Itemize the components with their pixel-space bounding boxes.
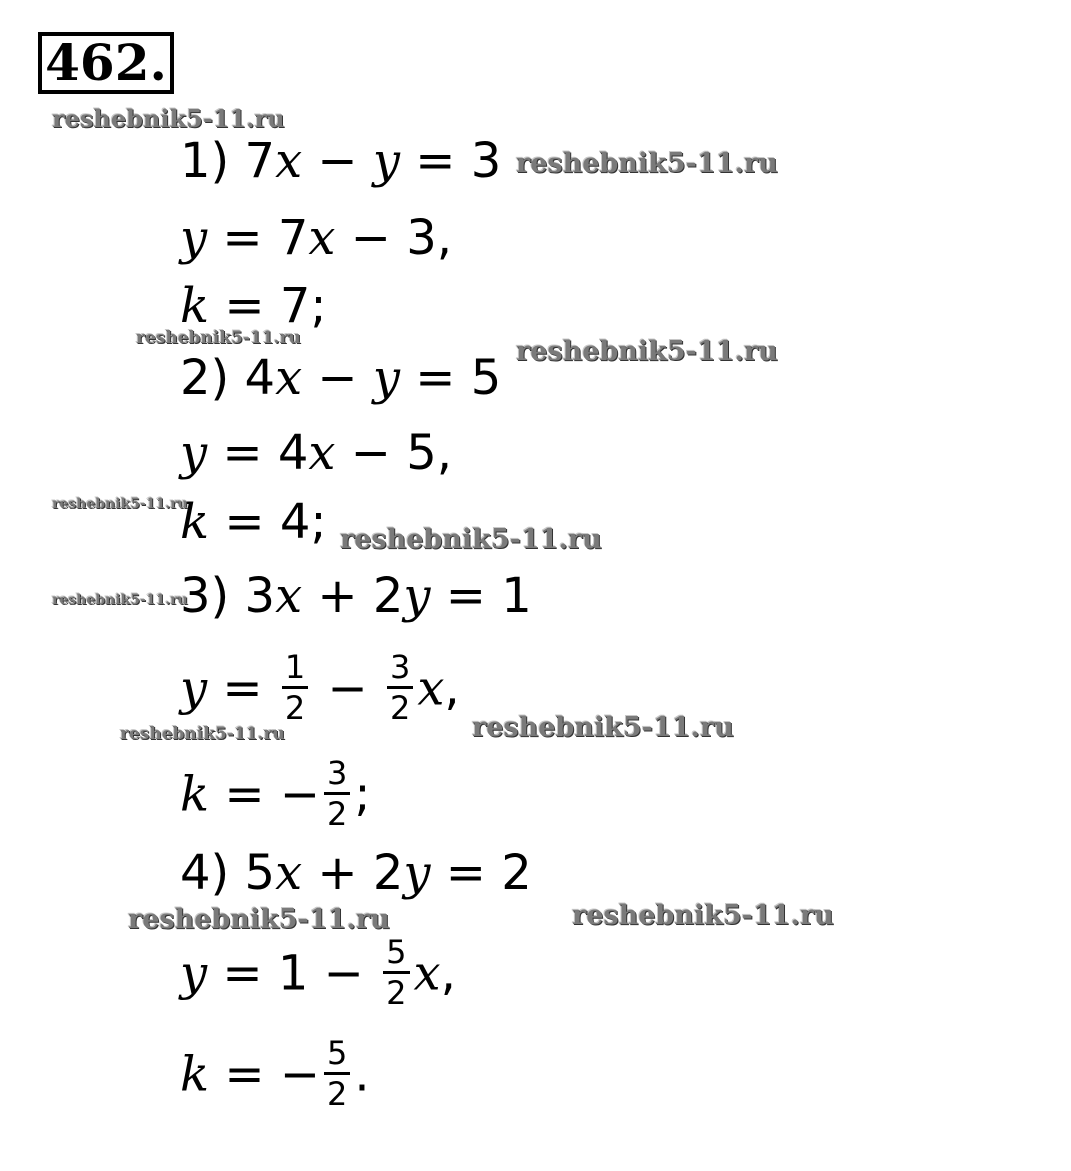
variable: k <box>180 766 210 823</box>
equation-line-9 <box>180 754 371 837</box>
equation-line-4 <box>180 350 501 406</box>
fraction-denominator: 2 <box>284 689 306 727</box>
equation-line-7 <box>180 568 532 624</box>
equation-line-8 <box>180 648 460 731</box>
variable: x <box>308 425 336 481</box>
variable: x <box>417 660 445 717</box>
fraction-numerator: 3 <box>389 648 411 686</box>
operator: − <box>312 660 383 717</box>
watermark: reshebnik5-11.ru <box>52 592 188 608</box>
equation-line-3 <box>180 278 327 334</box>
watermark: reshebnik5-11.ru <box>340 524 602 555</box>
expression-rest: ; <box>354 766 371 823</box>
operator: + 2 <box>302 568 404 624</box>
watermark: reshebnik5-11.ru <box>52 104 285 133</box>
watermark: reshebnik5-11.ru <box>572 900 834 931</box>
operator: = <box>207 660 278 717</box>
operator: − <box>302 350 373 406</box>
variable: y <box>403 845 431 901</box>
variable: k <box>180 278 210 334</box>
variable: y <box>180 945 208 1002</box>
variable: y <box>180 660 208 717</box>
item-label: 2) 4 <box>180 350 276 406</box>
variable: k <box>180 494 210 550</box>
expression-rest: = 7; <box>209 278 327 334</box>
fraction-denominator: 2 <box>327 795 348 833</box>
fraction-numerator: 1 <box>284 648 306 686</box>
variable: k <box>180 1046 210 1103</box>
equation-line-11 <box>180 933 456 1016</box>
expression-rest: . <box>354 1046 370 1103</box>
equation-line-6 <box>180 494 327 550</box>
variable: x <box>275 133 303 189</box>
operator: + 2 <box>302 845 404 901</box>
expression-rest: − 5, <box>335 425 453 481</box>
problem-number: 462. <box>38 32 174 94</box>
variable: x <box>275 568 303 624</box>
expression-rest: − 3, <box>335 210 453 266</box>
variable: x <box>308 210 336 266</box>
fraction <box>282 648 308 727</box>
equation-line-10 <box>180 845 532 901</box>
item-label: 3) 3 <box>180 568 276 624</box>
expression-rest: = 1 <box>430 568 532 624</box>
variable: y <box>180 425 208 481</box>
variable: x <box>275 350 303 406</box>
operator: = − <box>209 766 321 823</box>
equation-line-5 <box>180 425 452 481</box>
equation-line-12 <box>180 1034 370 1117</box>
item-label: 4) 5 <box>180 845 276 901</box>
variable: x <box>413 945 441 1002</box>
variable: y <box>180 210 208 266</box>
fraction <box>387 648 413 727</box>
operator: = − <box>209 1046 321 1103</box>
variable: y <box>372 133 400 189</box>
variable: y <box>403 568 431 624</box>
watermark: reshebnik5-11.ru <box>472 712 734 743</box>
fraction-numerator: 3 <box>327 754 348 792</box>
equation-line-1 <box>180 133 501 189</box>
watermark: reshebnik5-11.ru <box>128 904 390 935</box>
operator: = 7 <box>207 210 309 266</box>
watermark: reshebnik5-11.ru <box>136 328 301 348</box>
fraction-denominator: 2 <box>386 974 407 1012</box>
expression-rest: = 2 <box>430 845 532 901</box>
operator: − <box>302 133 373 189</box>
watermark: reshebnik5-11.ru <box>52 496 188 512</box>
expression-rest: = 4; <box>209 494 327 550</box>
watermark: reshebnik5-11.ru <box>120 724 285 744</box>
expression-rest: = 3 <box>400 133 502 189</box>
fraction <box>383 933 409 1012</box>
variable: y <box>372 350 400 406</box>
fraction-numerator: 5 <box>386 933 407 971</box>
item-label: 1) 7 <box>180 133 276 189</box>
expression-rest: , <box>444 660 460 717</box>
expression-rest: , <box>440 945 456 1002</box>
fraction-denominator: 2 <box>389 689 411 727</box>
variable: x <box>275 845 303 901</box>
watermark: reshebnik5-11.ru <box>516 336 778 367</box>
fraction-numerator: 5 <box>327 1034 348 1072</box>
expression-rest: = 5 <box>400 350 502 406</box>
fraction-denominator: 2 <box>327 1075 348 1113</box>
watermark: reshebnik5-11.ru <box>516 148 778 179</box>
fraction <box>324 1034 350 1113</box>
equation-line-2 <box>180 210 452 266</box>
operator: = 4 <box>207 425 309 481</box>
operator: = 1 − <box>207 945 380 1002</box>
fraction <box>324 754 350 833</box>
